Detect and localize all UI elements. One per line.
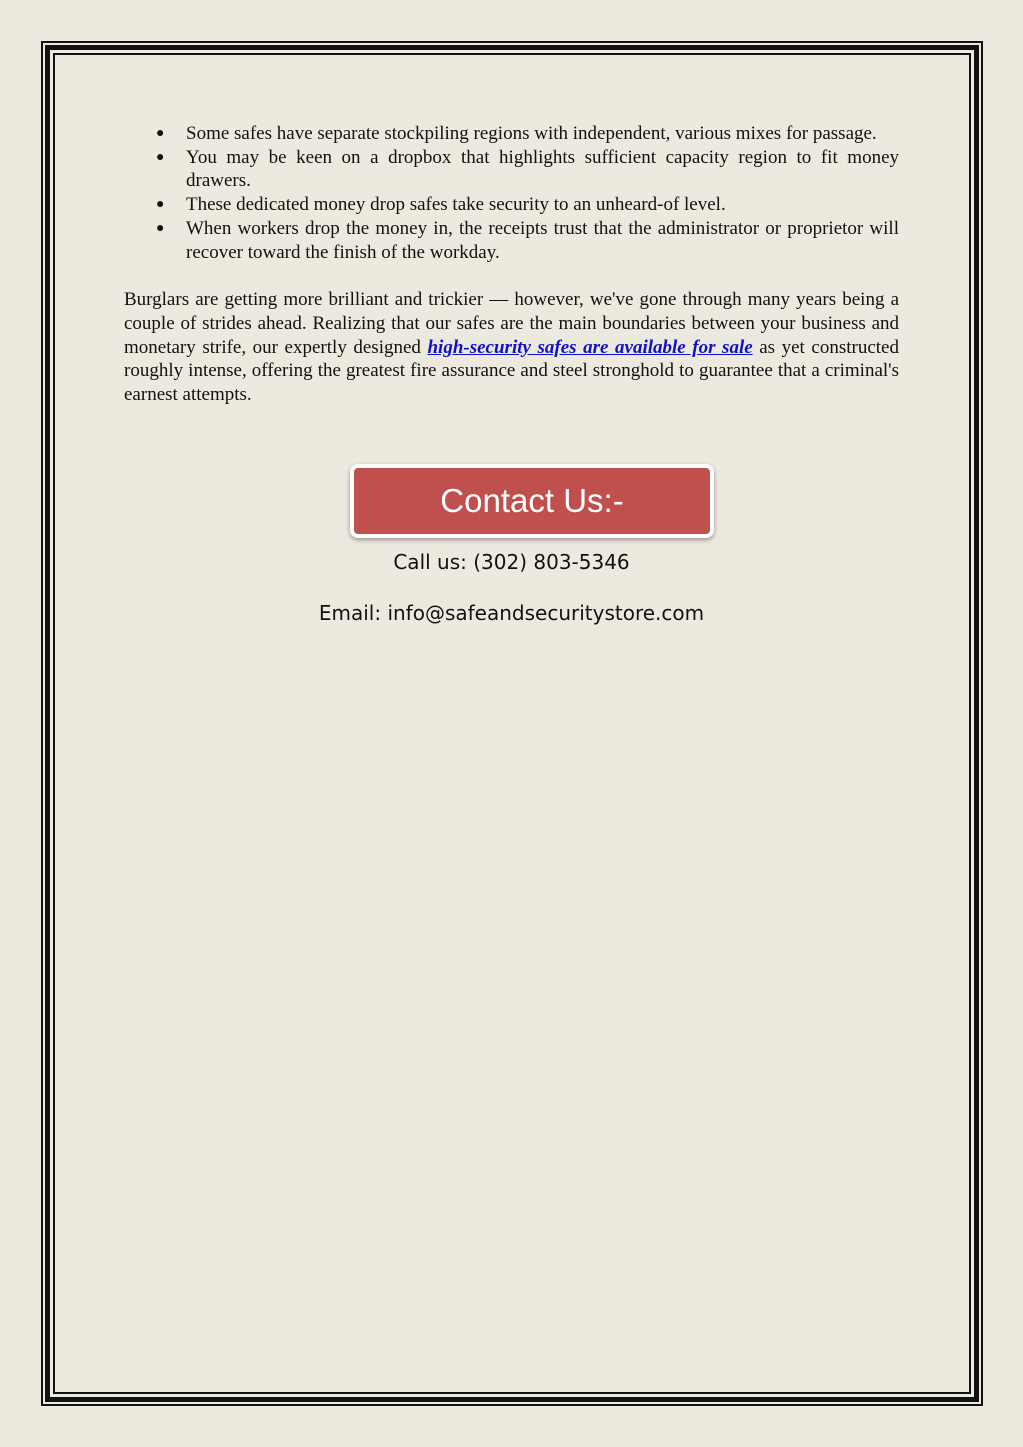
bullet-icon: ● xyxy=(156,220,165,236)
list-item xyxy=(124,146,899,193)
list-item xyxy=(124,193,899,217)
list-item-text: These dedicated money drop safes take security to an unheard-of level. xyxy=(186,194,726,216)
paragraph-text-start: Burglars are getting more brilliant and trickier — however, we've gone through many years being a couple of strides ahead. Realizing that our safes are the main boundaries between your business and monetary strife, our expertly designed xyxy=(124,289,899,358)
list-item-text: When workers drop the money in, the receipts trust that the administrator or proprietor will recover toward the finish of the workday. xyxy=(186,217,899,263)
bullet-icon: ● xyxy=(156,197,165,213)
list-item xyxy=(124,217,899,264)
paragraph-text-end: as yet constructed roughly intense, offering the greatest fire assurance and steel stronghold to guarantee that a criminal's earnest attempts. xyxy=(124,336,899,406)
list-item-text: You may be keen on a dropbox that highlights sufficient capacity region to fit money drawers. xyxy=(186,146,899,192)
content-area xyxy=(124,122,899,407)
phone-number: Call us: (302) 803-5346 xyxy=(393,550,630,574)
list-item-text: Some safes have separate stockpiling regions with independent, various mixes for passage. xyxy=(186,123,877,144)
contact-us-button[interactable]: Contact Us:- xyxy=(350,464,714,538)
bullet-icon: ● xyxy=(156,126,165,141)
body-paragraph xyxy=(124,288,899,407)
bullet-list xyxy=(124,122,899,264)
email-address: Email: info@safeandsecuritystore.com xyxy=(318,601,705,625)
list-item xyxy=(124,122,899,146)
safes-for-sale-link[interactable]: high-security safes are available for sale xyxy=(427,336,753,358)
bullet-icon: ● xyxy=(156,149,165,165)
